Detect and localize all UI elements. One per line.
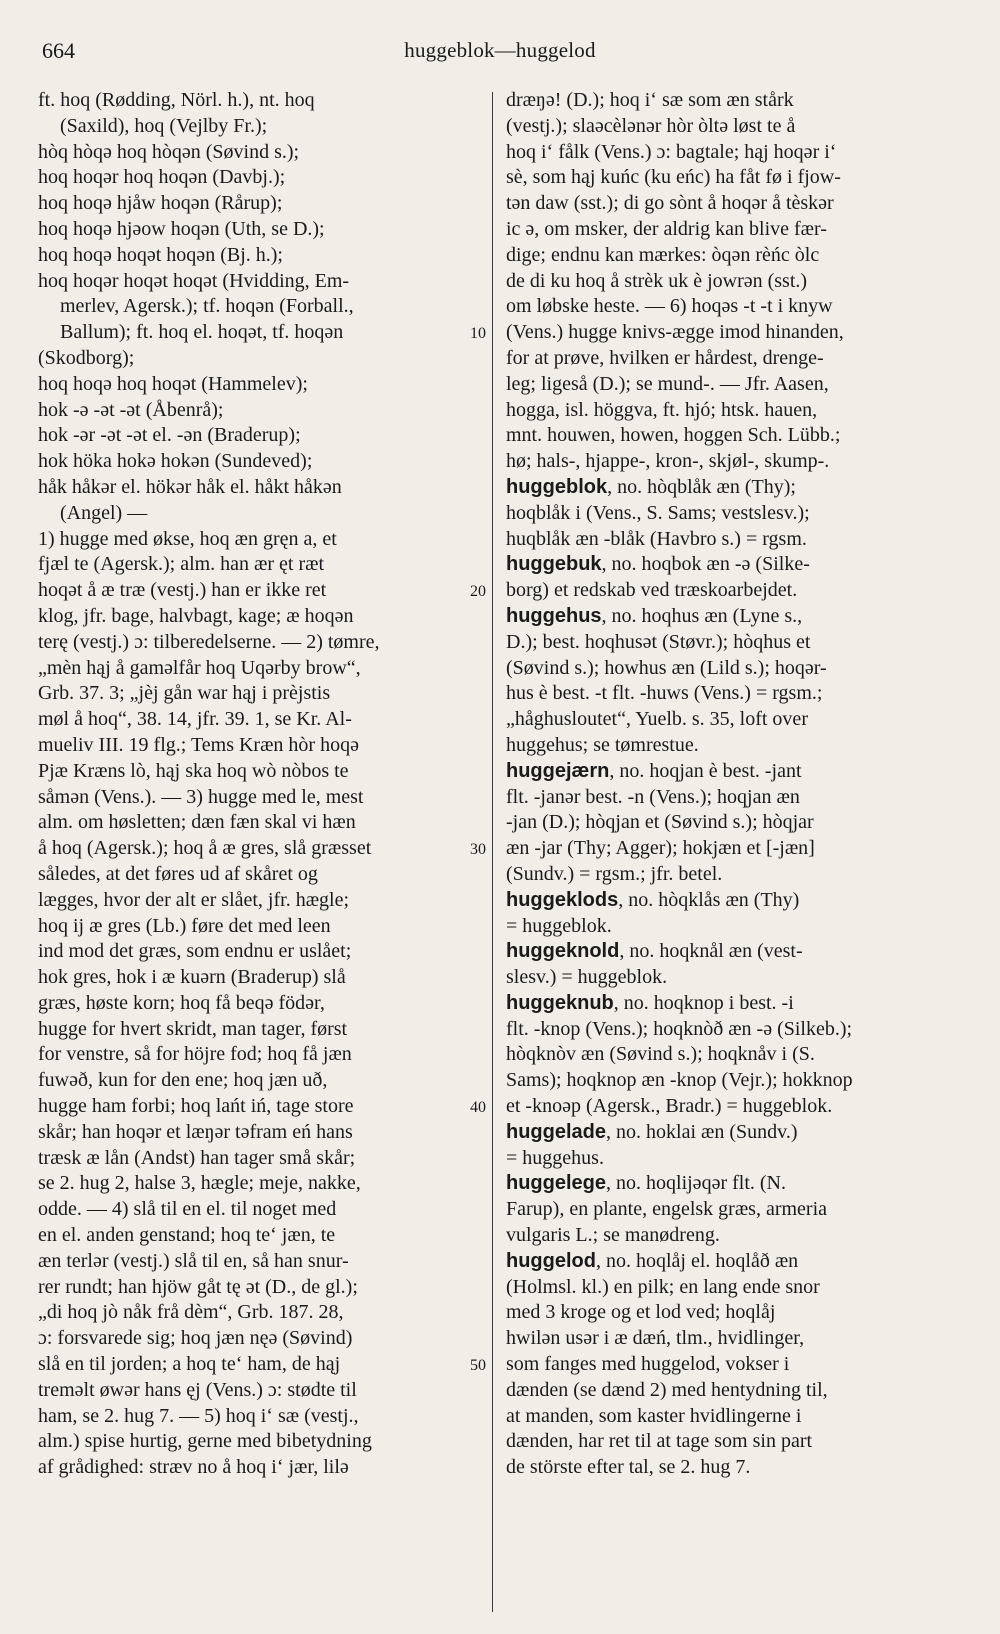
text-line: alm. om høsletten; dæn fæn skal vi hæn <box>38 811 356 834</box>
text-line: dræŋə! (D.); hoq i‘ sæ som æn stårk <box>506 89 794 111</box>
text-line: hoq hoqə hoqət hoqən (Bj. h.); <box>38 243 283 266</box>
running-head: huggeblok—huggelod <box>404 38 596 62</box>
text-line: alm.) spise hurtig, gerne med bibetydning <box>38 1430 372 1453</box>
text-line: hugge for hvert skridt, man tager, først <box>38 1017 348 1040</box>
text-line: (vestj.); slaəcèlənər hòr òltə løst te å <box>506 114 796 137</box>
text-line: skår; han hoqər et læŋər təfram eń hans <box>38 1120 353 1143</box>
text-line: hok -ə -ət -ət (Åbenrå); <box>38 398 224 421</box>
text-line: såmən (Vens.). — 3) hugge med le, mest <box>38 785 364 808</box>
line-number: 50 <box>470 1357 486 1375</box>
text-line: fuwəð, kun for den ene; hoq jæn uð, <box>38 1069 328 1092</box>
headword: huggeblok <box>506 475 608 498</box>
text-line: hoq i‘ fålk (Vens.) ɔ: bagtale; hąj hoqər i‘ <box>506 140 837 163</box>
text-line: borg) et redskab ved træskoarbejdet. <box>506 579 798 602</box>
text-line: flt. -janər best. -n (Vens.); hoqjan æn <box>506 785 800 808</box>
headword: huggelod <box>506 1249 596 1272</box>
text-line: æn -jar (Thy; Agger); hokjæn et [-jæn] <box>506 837 815 860</box>
text-line: merlev, Agersk.); tf. hoqən (Forball., <box>60 295 354 318</box>
text-line: å hoq (Agersk.); hoq å æ gres, slå græsset <box>38 837 372 860</box>
text-line: huggejærn, no. hoqjan è best. -jant <box>506 759 802 782</box>
text-line: „håghusloutet“, Yuelb. s. 35, loft over <box>506 708 808 731</box>
headword: huggebuk <box>506 553 602 576</box>
text-line: se 2. hug 2, halse 3, hægle; meje, nakke, <box>38 1172 361 1195</box>
text-line: (Søvind s.); howhus æn (Lild s.); hoqər- <box>506 656 827 679</box>
text-line: hoq hoqə hoq hoqət (Hammelev); <box>38 372 308 395</box>
text-line: D.); best. hoqhusət (Støvr.); hòqhus et <box>506 630 811 653</box>
headword: huggeknub <box>506 991 614 1014</box>
text-line: (Saxild), hoq (Vejlby Fr.); <box>60 114 268 137</box>
text-line: sè, som hąj kuńc (ku eńc) ha fåt fø i fjow- <box>506 166 841 189</box>
text-line: hok höka hokə hokən (Sundeved); <box>38 450 313 473</box>
text-line: ɔ: forsvarede sig; hoq jæn nęə (Søvind) <box>38 1327 353 1350</box>
text-line: huggelege, no. hoqlijəqər flt. (N. <box>506 1172 786 1195</box>
text-line: huggehus; se tømrestue. <box>506 733 699 756</box>
text-line: (Vens.) hugge knivs-ægge imod hinanden, <box>506 321 844 344</box>
text-line: lægges, hvor der alt er slået, jfr. hægle; <box>38 888 350 911</box>
text-line: hoq hoqər hoq hoqən (Davbj.); <box>38 166 286 189</box>
text-line: odde. — 4) slå til en el. til noget med <box>38 1198 337 1221</box>
text-line: ind mod det græs, som endnu er uslået; <box>38 940 352 963</box>
headword: huggeknold <box>506 940 620 963</box>
text-line: Grb. 37. 3; „jèj gån war hąj i prèjstis <box>38 682 331 705</box>
text-line: hoq ij æ gres (Lb.) føre det med leen <box>38 914 331 937</box>
text-line: (Holmsl. kl.) en pilk; en lang ende snor <box>506 1275 820 1298</box>
text-line: et -knoəp (Agersk., Bradr.) = huggeblok. <box>506 1095 833 1118</box>
text-line: mnt. houwen, howen, hoggen Sch. Lübb.; <box>506 424 841 447</box>
text-line: „di hoq jò nåk frå dèm“, Grb. 187. 28, <box>38 1301 344 1324</box>
text-line: huggeknold, no. hoqknål æn (vest- <box>506 940 803 963</box>
text-line: huggelade, no. hoklai æn (Sundv.) <box>506 1120 798 1143</box>
text-line: klog, jfr. bage, halvbagt, kage; æ hoqən <box>38 604 354 627</box>
text-line: = huggehus. <box>506 1146 604 1169</box>
text-line: Sams); hoqknop æn -knop (Vejr.); hokknop <box>506 1069 853 1092</box>
headword: huggehus <box>506 604 602 627</box>
text-line: æn terlər (vestj.) slå til en, så han snur- <box>38 1249 349 1272</box>
text-line: slesv.) = huggeblok. <box>506 966 668 989</box>
line-number: 20 <box>470 583 486 601</box>
text-line: terę (vestj.) ɔ: tilberedelserne. — 2) tømre, <box>38 630 380 653</box>
text-line: „mèn hąj å gaməlfår hoq Uqərby brow“, <box>38 656 361 679</box>
text-line: = huggeblok. <box>506 914 612 937</box>
text-line: tən daw (sst.); di go sònt å hoqər å tèskər <box>506 192 834 215</box>
text-line: hòq hòqə hoq hòqən (Søvind s.); <box>38 140 300 163</box>
text-line: huggebuk, no. hoqbok æn -ə (Silke- <box>506 553 810 576</box>
headword: huggejærn <box>506 759 610 782</box>
headword: huggelege <box>506 1172 607 1195</box>
text-line: huggehus, no. hoqhus æn (Lyne s., <box>506 604 803 627</box>
text-line: ham, se 2. hug 7. — 5) hoq i‘ sæ (vestj., <box>38 1404 359 1427</box>
text-line: (Skodborg); <box>38 346 135 369</box>
text-line: hus è best. -t flt. -huws (Vens.) = rgsm.; <box>506 682 823 705</box>
text-line: med 3 kroge og et lod ved; hoqlåj <box>506 1301 776 1324</box>
line-number: 30 <box>470 841 486 859</box>
headword: huggelade <box>506 1120 607 1143</box>
text-line: hoqət å æ træ (vestj.) han er ikke ret <box>38 579 327 602</box>
text-line: de störste efter tal, se 2. hug 7. <box>506 1456 751 1479</box>
text-line: hòqknòv æn (Søvind s.); hoqknåv i (S. <box>506 1043 815 1066</box>
text-line: 1) hugge med økse, hoq æn gręn a, et <box>38 527 337 550</box>
text-line: håk håkər el. hökər håk el. håkt håkən <box>38 475 342 498</box>
text-line: leg; ligeså (D.); se mund-. — Jfr. Aasen, <box>506 372 829 395</box>
text-line: slå en til jorden; a hoq te‘ ham, de hąj <box>38 1353 341 1376</box>
text-line: de di ku hoq å strèk uk è jowrən (sst.) <box>506 269 808 292</box>
text-line: for venstre, så for höjre fod; hoq få jæn <box>38 1043 352 1066</box>
headword: huggeklods <box>506 888 619 911</box>
text-line: mueliv III. 19 flg.; Tems Kræn hòr hoqə <box>38 733 359 756</box>
text-line: huggeblok, no. hòqblåk æn (Thy); <box>506 475 796 498</box>
text-line: græs, høste korn; hoq få beqə födər, <box>38 991 325 1014</box>
text-line: en el. anden genstand; hoq te‘ jæn, te <box>38 1224 336 1247</box>
page-number: 664 <box>42 38 75 63</box>
text-line: af grådighed: stræv no å hoq i‘ jær, lilə <box>38 1456 349 1479</box>
line-number: 10 <box>470 325 486 343</box>
text-line: Farup), en plante, engelsk græs, armeria <box>506 1198 828 1221</box>
text-line: rer rundt; han hjöw gåt tę ət (D., de gl.); <box>38 1275 358 1298</box>
text-line: huggeklods, no. hòqklås æn (Thy) <box>506 888 800 911</box>
text-line: hwilən usər i æ dæń, tlm., hvidlinger, <box>506 1327 805 1350</box>
text-line: dige; endnu kan mærkes: òqən rèńc òlc <box>506 243 820 266</box>
text-line: fjæl te (Agersk.); alm. han ær ęt ræt <box>38 553 325 576</box>
text-line: for at prøve, hvilken er hårdest, drenge- <box>506 346 824 369</box>
text-line: hogga, isl. höggva, ft. hjó; htsk. hauen, <box>506 398 818 421</box>
text-line: hugge ham forbi; hoq lańt iń, tage store <box>38 1095 354 1118</box>
text-line: hok -ər -ət -ət el. -ən (Braderup); <box>38 424 301 447</box>
column-divider <box>492 92 493 1612</box>
text-line: (Angel) — <box>60 501 148 524</box>
text-line: hok gres, hok i æ kuərn (Braderup) slå <box>38 966 346 989</box>
text-line: dænden, har ret til at tage som sin part <box>506 1430 813 1453</box>
text-line: Pjæ Kræns lò, hąj ska hoq wò nòbos te <box>38 759 349 782</box>
text-line: ft. hoq (Rødding, Nörl. h.), nt. hoq <box>38 89 315 111</box>
left-column <box>38 88 482 1481</box>
text-line: hoq hoqər hoqət hoqət (Hvidding, Em- <box>38 269 350 292</box>
text-line: hoqblåk i (Vens., S. Sams; vestslesv.); <box>506 501 810 524</box>
text-line: huggelod, no. hoqlåj el. hoqlåð æn <box>506 1249 799 1272</box>
text-line: vulgaris L.; se manødreng. <box>506 1224 720 1247</box>
right-column <box>506 88 946 1481</box>
text-line: (Sundv.) = rgsm.; jfr. betel. <box>506 862 723 885</box>
text-line: hoq hoqə hjåw hoqən (Rårup); <box>38 192 283 215</box>
text-line: træsk æ lån (Andst) han tager små skår; <box>38 1146 356 1169</box>
text-line: huggeknub, no. hoqknop i best. -i <box>506 991 794 1014</box>
text-line: dænden (se dænd 2) med hentydning til, <box>506 1378 828 1401</box>
text-line: -jan (D.); hòqjan et (Søvind s.); hòqjar <box>506 811 814 834</box>
text-line: treməlt øwər hans ęj (Vens.) ɔ: stødte til <box>38 1378 357 1401</box>
line-number: 40 <box>470 1099 486 1117</box>
text-line: ic ə, om msker, der aldrig kan blive fær- <box>506 217 827 240</box>
text-line: som fanges med huggelod, vokser i <box>506 1353 790 1376</box>
text-line: at manden, som kaster hvidlingerne i <box>506 1404 802 1427</box>
text-line: hoq hoqə hjəow hoqən (Uth, se D.); <box>38 217 325 240</box>
text-line: hø; hals-, hjappe-, kron-, skjøl-, skump-. <box>506 450 830 473</box>
text-line: møl å hoq“, 38. 14, jfr. 39. 1, se Kr. Al- <box>38 708 352 731</box>
text-line: således, at det føres ud af skåret og <box>38 862 318 885</box>
text-line: om løbske heste. — 6) hoqəs -t -t i knyw <box>506 295 833 318</box>
text-line: flt. -knop (Vens.); hoqknòð æn -ə (Silkeb.); <box>506 1017 853 1040</box>
text-line: Ballum); ft. hoq el. hoqət, tf. hoqən <box>60 321 344 344</box>
text-line: huqblåk æn -blåk (Havbro s.) = rgsm. <box>506 527 807 550</box>
